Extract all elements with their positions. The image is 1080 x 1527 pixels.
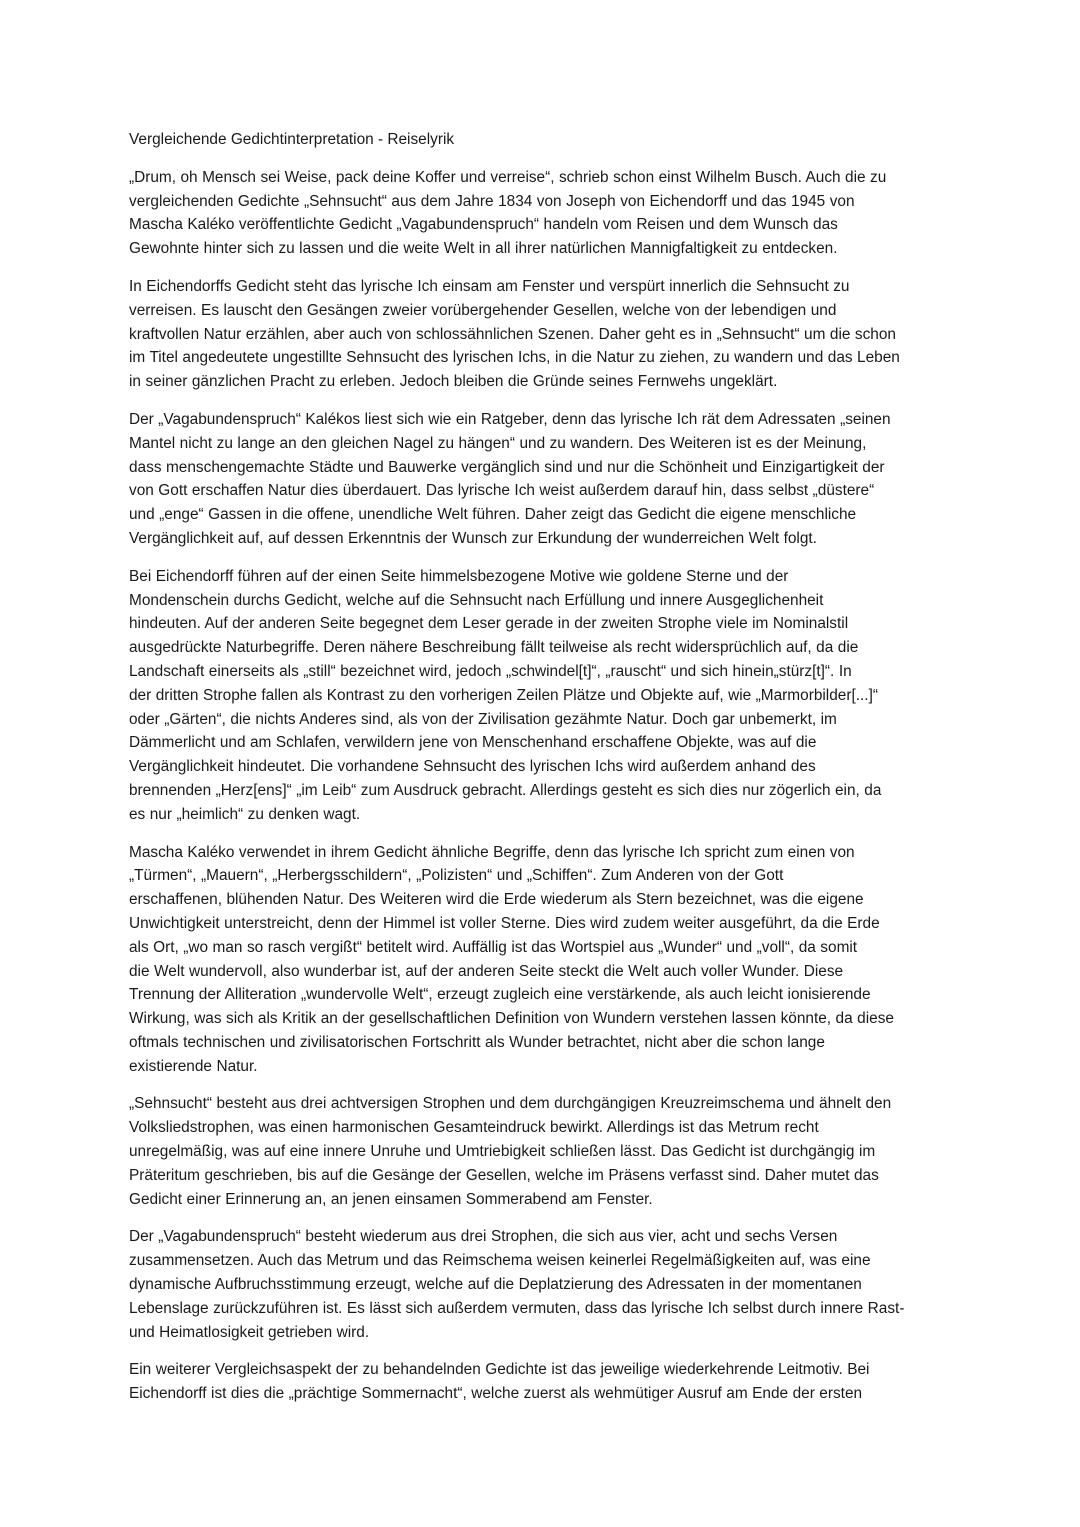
text-line: oftmals technischen und zivilisatorischen Fortschritt als Wunder betrachtet, nicht aber die schon lange (129, 1033, 825, 1051)
text-line: im Titel angedeutete ungestillte Sehnsucht des lyrischen Ichs, in die Natur zu ziehen, zu wandern und das Leben (129, 349, 900, 367)
text-line: der dritten Strophe fallen als Kontrast zu den vorherigen Zeilen Plätze und Objekte auf, wie „Marmorbilder[...]“ (129, 686, 878, 704)
text-line: unregelmäßig, was auf eine innere Unruhe und Umtriebigkeit schließen lässt. Das Gedicht ist durchgängig im (129, 1143, 876, 1161)
text-line: Gewohnte hinter sich zu lassen und die weite Welt in all ihrer natürlichen Mannigfaltigkeit zu entdecken. (129, 240, 838, 258)
text-line: „Sehnsucht“ besteht aus drei achtversigen Strophen und dem durchgängigen Kreuzreimschema und ähnelt den (129, 1095, 892, 1113)
text-line: Dämmerlicht und am Schlafen, verwildern jene von Menschenhand erschaffene Objekte, was auf die (129, 734, 817, 752)
text-line: von Gott erschaffen Natur dies überdauert. Das lyrische Ich weist außerdem darauf hin, dass selbst „düstere“ (129, 482, 875, 500)
text-line: als Ort, „wo man so rasch vergißt“ betitelt wird. Auffällig ist das Wortspiel aus „Wunder“ und „voll“, da somit (129, 938, 858, 956)
text-line: „Türmen“, „Mauern“, „Herbergsschildern“, „Polizisten“ und „Schiffen“. Zum Anderen von der Gott (129, 867, 784, 885)
text-line: und „enge“ Gassen in die offene, unendliche Welt führen. Daher zeigt das Gedicht die eigene menschliche (129, 506, 857, 524)
text-line: ausgedrückte Naturbegriffe. Deren nähere Beschreibung fällt teilweise als recht widersprüchlich auf, da die (129, 639, 859, 657)
text-line: Mascha Kaléko veröffentlichte Gedicht „Vagabundenspruch“ handeln vom Reisen und dem Wunsch das (129, 216, 838, 234)
text-line: Der „Vagabundenspruch“ besteht wiederum aus drei Strophen, die sich aus vier, acht und sechs Versen (129, 1228, 838, 1246)
text-line: Vergänglichkeit auf, auf dessen Erkenntnis der Wunsch zur Erkundung der wunderreichen Welt folgt. (129, 529, 817, 547)
text-line: brennenden „Herz[ens]“ „im Leib“ zum Ausdruck gebracht. Allerdings gesteht es sich dies nur zögerlich ein, da (129, 781, 882, 799)
text-line: existierende Natur. (129, 1057, 258, 1075)
paragraph (129, 565, 953, 827)
text-line: dynamische Aufbruchsstimmung erzeugt, welche auf die Deplatzierung des Adressaten in der momentanen (129, 1276, 862, 1294)
text-line: Der „Vagabundenspruch“ Kalékos liest sich wie ein Ratgeber, denn das lyrische Ich rät dem Adressaten „seinen (129, 410, 891, 428)
text-line: die Welt wundervoll, also wunderbar ist, auf der anderen Seite steckt die Welt auch voller Wunder. Diese (129, 962, 844, 980)
paragraph (129, 275, 953, 394)
text-line: Präteritum geschrieben, bis auf die Gesänge der Gesellen, welche im Präsens verfasst sind. Daher mutet das (129, 1166, 879, 1184)
paragraph (129, 1358, 953, 1406)
text-line: Mantel nicht zu lange an den gleichen Nagel zu hängen“ und zu wandern. Des Weiteren ist es der Meinung, (129, 434, 867, 452)
text-line: zusammensetzen. Auch das Metrum und das Reimschema weisen keinerlei Regelmäßigkeiten auf, was eine (129, 1252, 871, 1270)
text-line: Eichendorff ist dies die „prächtige Sommernacht“, welche zuerst als wehmütiger Ausruf am Ende der ersten (129, 1385, 863, 1403)
text-line: oder „Gärten“, die nichts Anderes sind, als von der Zivilisation gezähmte Natur. Doch gar unbemerkt, im (129, 710, 837, 728)
text-line: Lebenslage zurückzuführen ist. Es lässt sich außerdem vermuten, dass das lyrische Ich selbst durch innere Rast- (129, 1299, 905, 1317)
text-line: hindeuten. Auf der anderen Seite begegnet dem Leser gerade in der zweiten Strophe viele im Nominalstil (129, 615, 849, 633)
text-line: Unwichtigkeit unterstreicht, denn der Himmel ist voller Sterne. Dies wird zudem weiter ausgeführt, da die Erde (129, 914, 880, 932)
text-line: Volksliedstrophen, was einen harmonischen Gesamteindruck bewirkt. Allerdings ist das Metrum recht (129, 1119, 819, 1137)
text-line: kraftvollen Natur erzählen, aber auch von schlossähnlichen Szenen. Daher geht es in „Sehnsucht“ um die schon (129, 325, 896, 343)
text-line: In Eichendorffs Gedicht steht das lyrische Ich einsam am Fenster und verspürt innerlich die Sehnsucht zu (129, 277, 850, 295)
text-line: Bei Eichendorff führen auf der einen Seite himmelsbezogene Motive wie goldene Sterne und der (129, 567, 789, 585)
text-line: vergleichenden Gedichte „Sehnsucht“ aus dem Jahre 1834 von Joseph von Eichendorff und das 1945 von (129, 192, 855, 210)
text-line: es nur „heimlich“ zu denken wagt. (129, 805, 361, 823)
paragraph (129, 1225, 953, 1344)
text-line: Mascha Kaléko verwendet in ihrem Gedicht ähnliche Begriffe, denn das lyrische Ich spricht zum einen von (129, 843, 855, 861)
text-line: Trennung der Alliteration „wundervolle Welt“, erzeugt zugleich eine verstärkende, als auch leicht ionisierende (129, 986, 871, 1004)
text-line: „Drum, oh Mensch sei Weise, pack deine Koffer und verreise“, schrieb schon einst Wilhelm Busch. Auch die zu (129, 168, 887, 186)
text-line: Ein weiterer Vergleichsaspekt der zu behandelnden Gedichte ist das jeweilige wiederkehrende Leitmotiv. Bei (129, 1361, 870, 1379)
text-line: verreisen. Es lauscht den Gesängen zweier vorübergehender Gesellen, welche von der lebendigen und (129, 301, 837, 319)
paragraph (129, 1092, 953, 1211)
text-line: erschaffenen, blühenden Natur. Des Weiteren wird die Erde wiederum als Stern bezeichnet, was die eigene (129, 891, 864, 909)
text-line: Mondenschein durchs Gedicht, welche auf die Sehnsucht nach Erfüllung und innere Ausgeglichenheit (129, 591, 824, 609)
text-line: Vergänglichkeit hindeutet. Die vorhandene Sehnsucht des lyrischen Ichs wird außerdem anhand des (129, 758, 816, 776)
document-page (129, 128, 953, 1420)
text-line: und Heimatlosigkeit getrieben wird. (129, 1323, 370, 1341)
paragraph (129, 408, 953, 551)
paragraph (129, 166, 953, 261)
document-title: Vergleichende Gedichtinterpretation - Reiselyrik (129, 131, 455, 148)
text-line: Landschaft einerseits als „still“ bezeichnet wird, jedoch „schwindel[t]“, „rauscht“ und sich hinein„stürz[t]“. In (129, 662, 852, 680)
text-line: dass menschengemachte Städte und Bauwerke vergänglich sind und nur die Schönheit und Einzigartigkeit der (129, 458, 885, 476)
text-line: Gedicht einer Erinnerung an, an jenen einsamen Sommerabend am Fenster. (129, 1190, 653, 1208)
text-line: Wirkung, was sich als Kritik an der gesellschaftlichen Definition von Wundern verstehen lassen könnte, da diese (129, 1010, 894, 1028)
text-line: in seiner gänzlichen Pracht zu erleben. Jedoch bleiben die Gründe seines Fernwehs ungeklärt. (129, 373, 778, 391)
paragraph (129, 841, 953, 1079)
